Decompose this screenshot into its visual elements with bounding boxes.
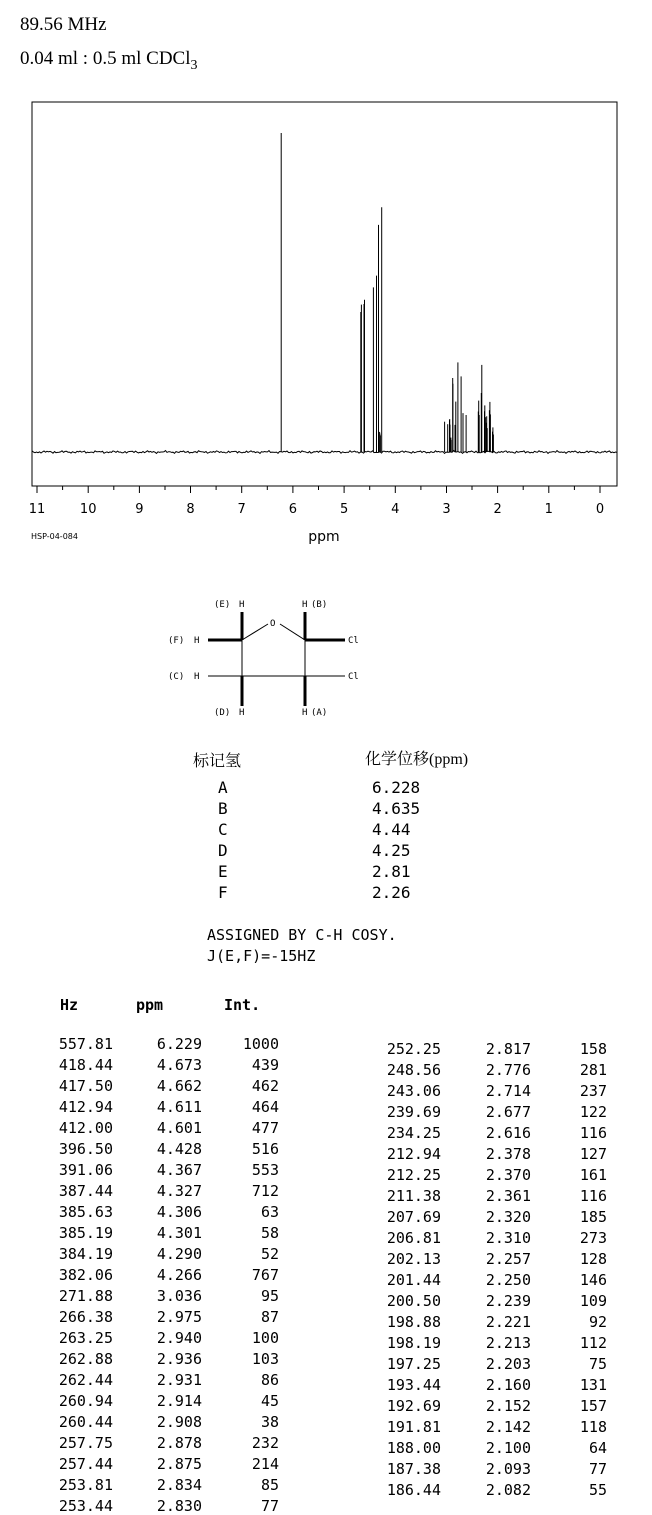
atom-h-c: H (194, 672, 200, 682)
peak-hz: 412.00 (58, 1119, 113, 1137)
peak-hz: 260.94 (58, 1392, 113, 1410)
peak-hz: 234.25 (386, 1124, 441, 1142)
peak-ppm: 4.266 (156, 1266, 202, 1284)
label-f: (F) (168, 636, 185, 646)
peak-hz: 418.44 (58, 1056, 113, 1074)
peak-ppm: 6.229 (156, 1035, 202, 1053)
spectrum-baseline (32, 451, 617, 454)
bond-o-c2 (280, 624, 305, 640)
peak-int: 127 (579, 1145, 607, 1163)
assignment-note-cosy: ASSIGNED BY C-H COSY. (207, 926, 397, 944)
peak-int: 116 (579, 1124, 607, 1142)
peak-hz: 391.06 (58, 1161, 113, 1179)
peak-int: 157 (579, 1397, 607, 1415)
peak-int: 58 (260, 1224, 279, 1242)
peak-int: 767 (251, 1266, 279, 1284)
peak-ppm: 2.378 (485, 1145, 531, 1163)
x-axis-label: ppm (308, 529, 340, 545)
peak-hz: 412.94 (58, 1098, 113, 1116)
peak-hz: 382.06 (58, 1266, 113, 1284)
peak-ppm: 2.914 (156, 1392, 202, 1410)
peak-int: 45 (260, 1392, 279, 1410)
peak-hz: 417.50 (58, 1077, 113, 1095)
peak-hz: 396.50 (58, 1140, 113, 1158)
x-tick-label: 3 (442, 502, 451, 517)
peak-int: 712 (251, 1182, 279, 1200)
assignment-shift: 6.228 (372, 778, 421, 797)
peak-ppm: 4.611 (156, 1098, 202, 1116)
peak-hz: 212.94 (386, 1145, 441, 1163)
peak-int: 86 (260, 1371, 279, 1389)
sample-subscript: 3 (190, 57, 198, 73)
peak-hz: 206.81 (386, 1229, 441, 1247)
assignment-shift: 2.26 (372, 883, 411, 902)
peak-ppm: 2.940 (156, 1329, 202, 1347)
peak-int: 52 (260, 1245, 279, 1263)
peak-int: 100 (251, 1329, 279, 1347)
peak-int: 95 (260, 1287, 279, 1305)
peak-int: 77 (588, 1460, 607, 1478)
assignment-shift: 4.44 (372, 820, 411, 839)
assignment-label: F (218, 883, 228, 902)
peak-hz: 239.69 (386, 1103, 441, 1121)
peak-int: 131 (579, 1376, 607, 1394)
peak-ppm: 2.361 (485, 1187, 531, 1205)
peak-ppm: 2.142 (485, 1418, 531, 1436)
peak-ppm: 3.036 (156, 1287, 202, 1305)
peak-int: 87 (260, 1308, 279, 1326)
peak-int: 146 (579, 1271, 607, 1289)
peak-ppm: 4.673 (156, 1056, 202, 1074)
peak-int: 553 (251, 1161, 279, 1179)
peak-int: 77 (260, 1497, 279, 1515)
peak-hz: 200.50 (386, 1292, 441, 1310)
x-axis-ticks (29, 486, 604, 517)
peak-table-header-hz: Hz (60, 996, 79, 1014)
peak-hz: 207.69 (386, 1208, 441, 1226)
peak-ppm: 2.160 (485, 1376, 531, 1394)
peak-int: 439 (251, 1056, 279, 1074)
peak-hz: 384.19 (58, 1245, 113, 1263)
peak-ppm: 2.908 (156, 1413, 202, 1431)
peak-ppm: 4.601 (156, 1119, 202, 1137)
peak-hz: 253.81 (58, 1476, 113, 1494)
assignment-label: C (218, 820, 228, 839)
assignment-label: D (218, 841, 228, 860)
peak-hz: 271.88 (58, 1287, 113, 1305)
x-tick-label: 2 (493, 502, 502, 517)
peak-int: 112 (579, 1334, 607, 1352)
peak-hz: 212.25 (386, 1166, 441, 1184)
peak-int: 92 (588, 1313, 607, 1331)
peak-int: 185 (579, 1208, 607, 1226)
peak-int: 1000 (242, 1035, 279, 1053)
nmr-spectrum-chart (0, 0, 652, 560)
x-tick-label: 5 (339, 502, 349, 517)
assignment-shift: 2.81 (372, 862, 411, 881)
peak-ppm: 2.257 (485, 1250, 531, 1268)
plot-frame (32, 102, 617, 486)
peak-int: 477 (251, 1119, 279, 1137)
peak-ppm: 2.677 (485, 1103, 531, 1121)
peak-ppm: 2.082 (485, 1481, 531, 1499)
peak-ppm: 2.875 (156, 1455, 202, 1473)
peak-int: 237 (579, 1082, 607, 1100)
peak-hz: 193.44 (386, 1376, 441, 1394)
atom-o: O (270, 619, 276, 629)
peak-table-header-int: Int. (224, 996, 261, 1014)
label-c: (C) (168, 672, 185, 682)
peak-ppm: 4.428 (156, 1140, 202, 1158)
peak-ppm: 2.817 (485, 1040, 531, 1058)
peak-ppm: 2.616 (485, 1124, 531, 1142)
peak-hz: 211.38 (386, 1187, 441, 1205)
peak-hz: 557.81 (58, 1035, 113, 1053)
peak-int: 64 (588, 1439, 607, 1457)
assignment-shift: 4.25 (372, 841, 411, 860)
peak-ppm: 4.301 (156, 1224, 202, 1242)
peak-int: 118 (579, 1418, 607, 1436)
peak-hz: 385.19 (58, 1224, 113, 1242)
peak-ppm: 2.310 (485, 1229, 531, 1247)
peak-hz: 192.69 (386, 1397, 441, 1415)
peak-hz: 257.44 (58, 1455, 113, 1473)
peak-ppm: 2.878 (156, 1434, 202, 1452)
atom-cl-2: Cl (348, 672, 359, 682)
peak-ppm: 2.830 (156, 1497, 202, 1515)
peak-hz: 186.44 (386, 1481, 441, 1499)
assignment-label: A (218, 778, 228, 797)
peak-int: 464 (251, 1098, 279, 1116)
peak-hz: 252.25 (386, 1040, 441, 1058)
x-tick-label: 11 (28, 502, 46, 517)
peak-int: 158 (579, 1040, 607, 1058)
peak-ppm: 2.320 (485, 1208, 531, 1226)
peak-int: 161 (579, 1166, 607, 1184)
peak-hz: 253.44 (58, 1497, 113, 1515)
assignment-note-coupling: J(E,F)=-15HZ (207, 947, 316, 965)
peak-lines (281, 133, 493, 452)
assignment-header-label: 标记氢 (193, 753, 242, 770)
assignment-label: E (218, 862, 228, 881)
peak-ppm: 2.213 (485, 1334, 531, 1352)
peak-hz: 248.56 (386, 1061, 441, 1079)
atom-h-b: H (302, 600, 308, 610)
x-tick-label: 4 (391, 502, 400, 517)
peak-int: 214 (251, 1455, 279, 1473)
peak-ppm: 2.203 (485, 1355, 531, 1373)
peak-int: 75 (588, 1355, 607, 1373)
peak-int: 109 (579, 1292, 607, 1310)
peak-int: 85 (260, 1476, 279, 1494)
peak-ppm: 2.776 (485, 1061, 531, 1079)
peak-ppm: 2.714 (485, 1082, 531, 1100)
peak-ppm: 2.221 (485, 1313, 531, 1331)
x-tick-label: 8 (186, 502, 195, 517)
peak-int: 103 (251, 1350, 279, 1368)
peak-int: 281 (579, 1061, 607, 1079)
peak-int: 38 (260, 1413, 279, 1431)
peak-ppm: 2.239 (485, 1292, 531, 1310)
assignment-shift: 4.635 (372, 799, 421, 818)
peak-hz: 260.44 (58, 1413, 113, 1431)
peak-ppm: 2.370 (485, 1166, 531, 1184)
peak-hz: 257.75 (58, 1434, 113, 1452)
peak-ppm: 4.662 (156, 1077, 202, 1095)
peak-ppm: 2.152 (485, 1397, 531, 1415)
peak-ppm: 2.250 (485, 1271, 531, 1289)
label-a: (A) (311, 708, 328, 718)
x-tick-label: 10 (79, 502, 97, 517)
peak-hz: 197.25 (386, 1355, 441, 1373)
peak-ppm: 2.975 (156, 1308, 202, 1326)
peak-hz: 198.88 (386, 1313, 441, 1331)
peak-table-header-ppm: ppm (136, 996, 164, 1014)
peak-int: 273 (579, 1229, 607, 1247)
peak-int: 128 (579, 1250, 607, 1268)
peak-ppm: 2.093 (485, 1460, 531, 1478)
x-tick-label: 0 (595, 502, 605, 517)
bond-c1-o (242, 624, 268, 640)
x-tick-label: 1 (544, 502, 553, 517)
peak-ppm: 2.936 (156, 1350, 202, 1368)
x-tick-label: 9 (135, 502, 144, 517)
peak-int: 63 (260, 1203, 279, 1221)
atom-h-a: H (302, 708, 308, 718)
peak-hz: 266.38 (58, 1308, 113, 1326)
peak-hz: 385.63 (58, 1203, 113, 1221)
peak-ppm: 2.931 (156, 1371, 202, 1389)
label-d: (D) (214, 708, 231, 718)
peak-int: 116 (579, 1187, 607, 1205)
peak-ppm: 4.290 (156, 1245, 202, 1263)
peak-hz: 387.44 (58, 1182, 113, 1200)
peak-hz: 263.25 (58, 1329, 113, 1347)
peak-int: 122 (579, 1103, 607, 1121)
molecule-structure (160, 592, 380, 722)
peak-hz: 198.19 (386, 1334, 441, 1352)
peak-int: 516 (251, 1140, 279, 1158)
peak-ppm: 4.367 (156, 1161, 202, 1179)
spectrum-code: HSP-04-084 (31, 532, 78, 541)
peak-hz: 262.44 (58, 1371, 113, 1389)
peak-hz: 187.38 (386, 1460, 441, 1478)
atom-h-e: H (239, 600, 245, 610)
x-tick-label: 6 (288, 502, 298, 517)
assignment-header-shift: 化学位移(ppm) (365, 751, 469, 768)
label-b: (B) (311, 600, 328, 610)
atom-h-f: H (194, 636, 200, 646)
spectrometer-frequency: 89.56 MHz (20, 14, 107, 35)
peak-ppm: 4.306 (156, 1203, 202, 1221)
atom-h-d: H (239, 708, 245, 718)
x-tick-label: 7 (237, 502, 246, 517)
peak-hz: 262.88 (58, 1350, 113, 1368)
peak-int: 232 (251, 1434, 279, 1452)
peak-ppm: 4.327 (156, 1182, 202, 1200)
sample-main: 0.04 ml : 0.5 ml CDCl (20, 48, 191, 69)
label-e: (E) (214, 600, 231, 610)
peak-ppm: 2.100 (485, 1439, 531, 1457)
atom-cl-1: Cl (348, 636, 359, 646)
peak-hz: 202.13 (386, 1250, 441, 1268)
peak-int: 462 (251, 1077, 279, 1095)
peak-hz: 188.00 (386, 1439, 441, 1457)
peak-hz: 191.81 (386, 1418, 441, 1436)
peak-ppm: 2.834 (156, 1476, 202, 1494)
assignment-label: B (218, 799, 228, 818)
peak-hz: 201.44 (386, 1271, 441, 1289)
peak-hz: 243.06 (386, 1082, 441, 1100)
peak-int: 55 (588, 1481, 607, 1499)
